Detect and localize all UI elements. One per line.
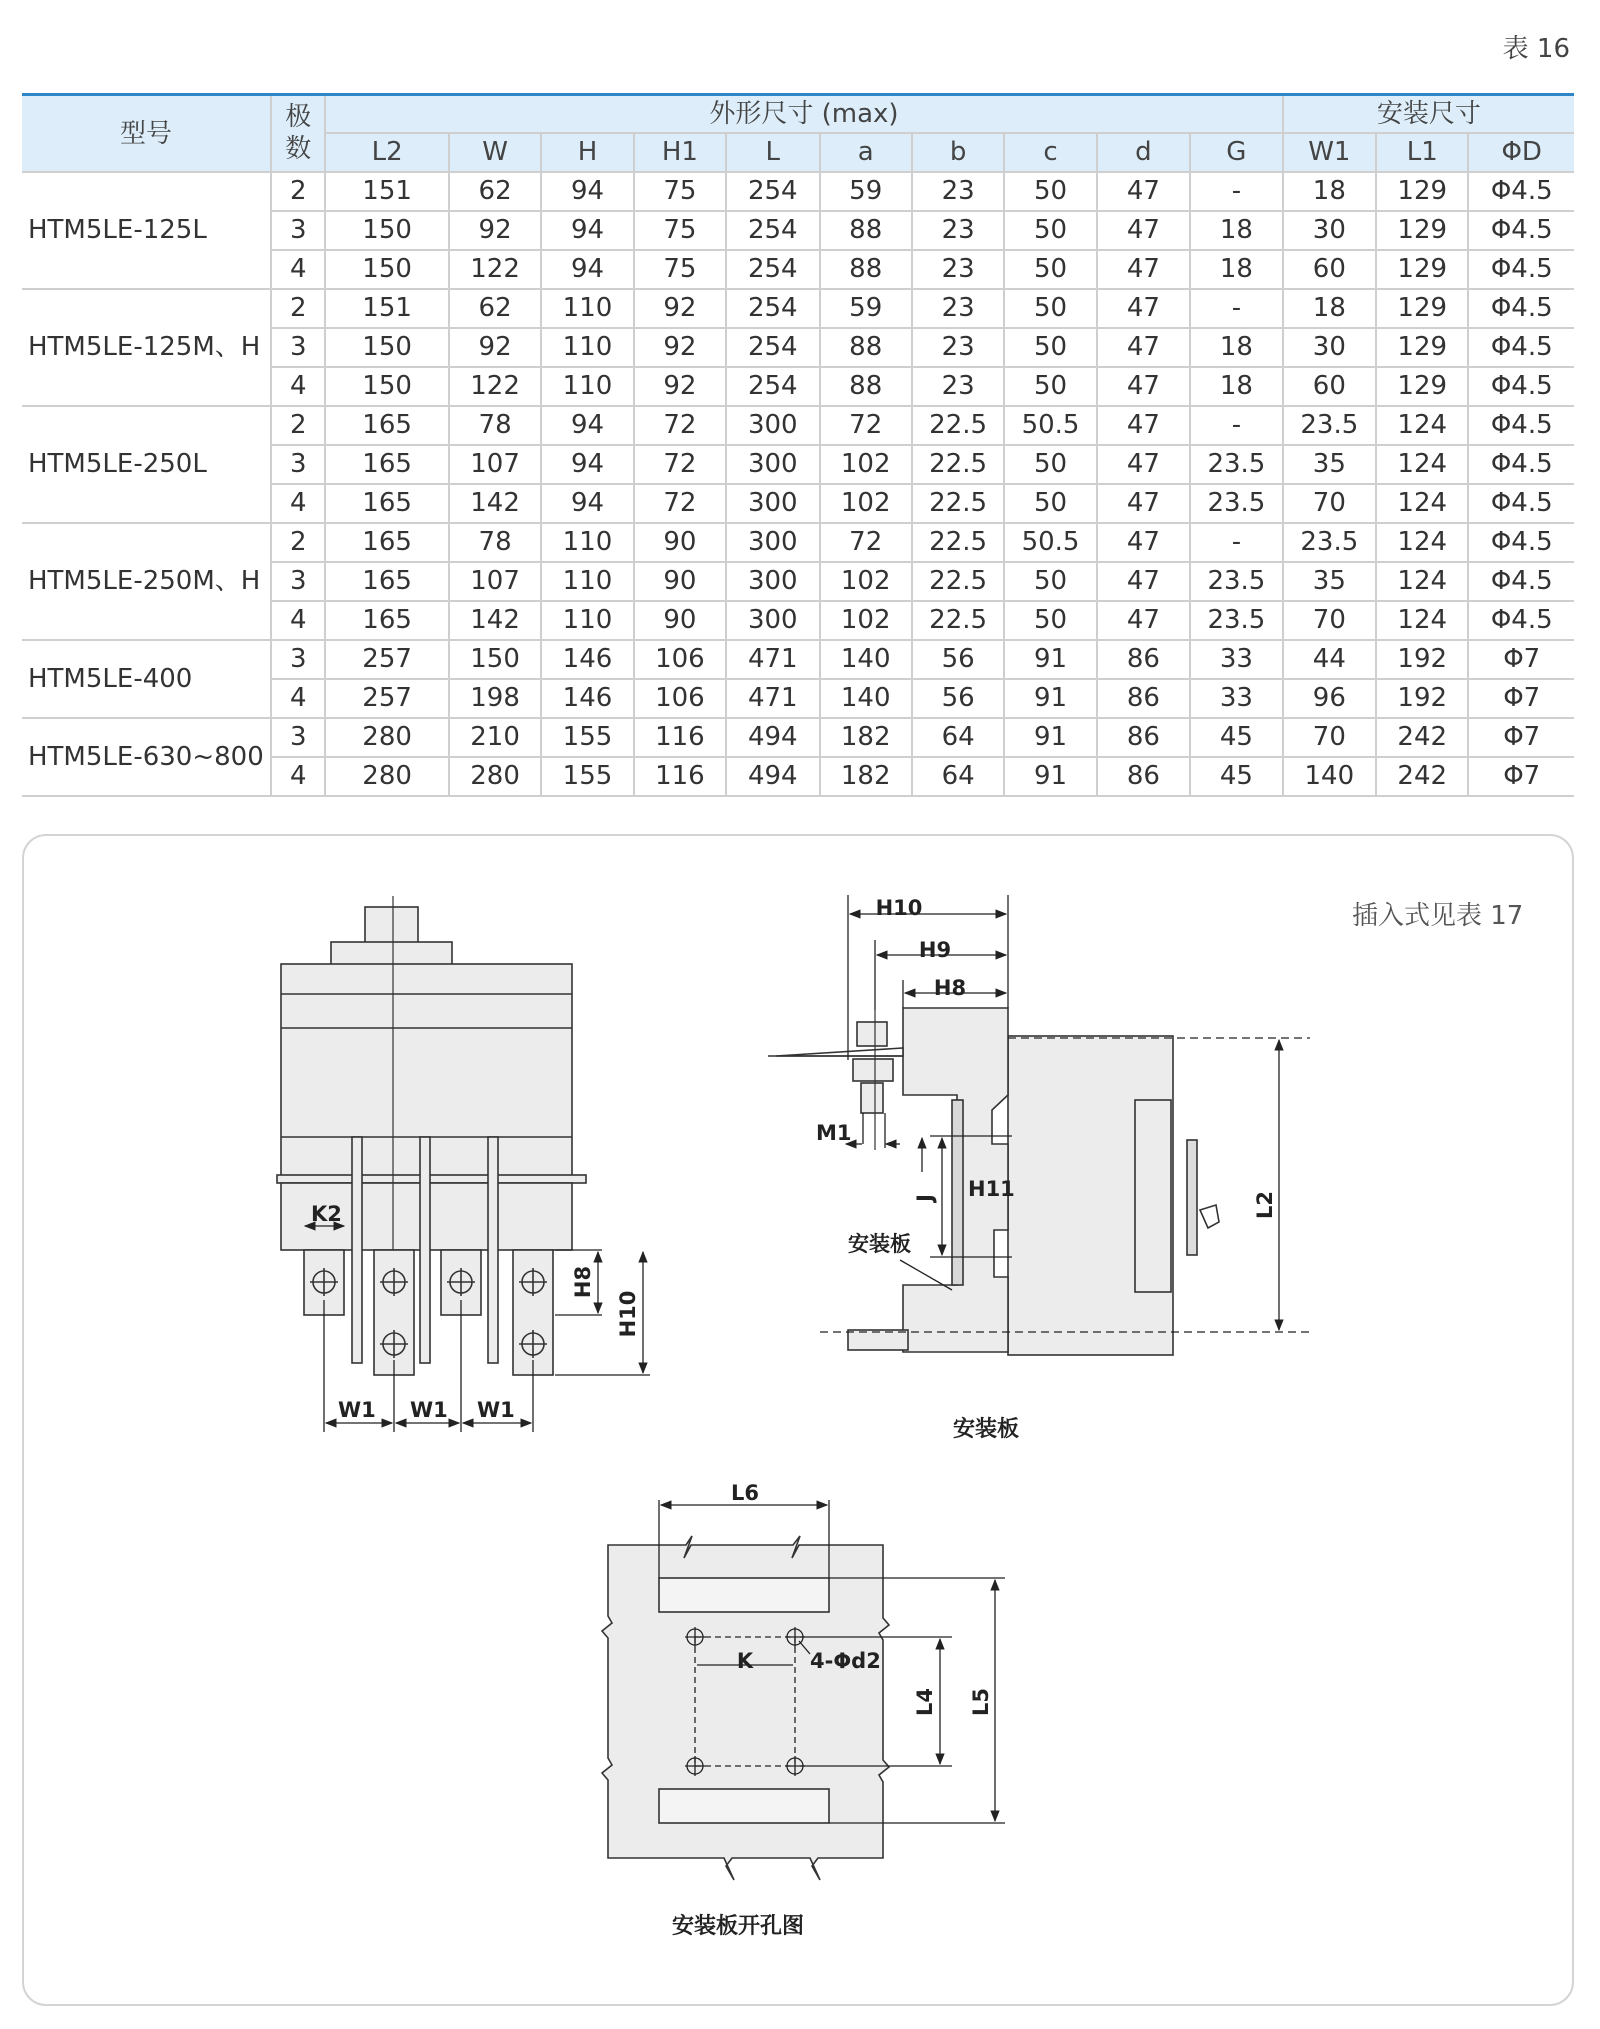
value-cell: 91 bbox=[1004, 679, 1096, 718]
value-cell: 92 bbox=[634, 328, 726, 367]
value-cell: Φ4.5 bbox=[1468, 211, 1574, 250]
value-cell: 47 bbox=[1097, 328, 1190, 367]
value-cell: 45 bbox=[1190, 757, 1283, 796]
value-cell: 165 bbox=[325, 562, 449, 601]
value-cell: 129 bbox=[1376, 211, 1468, 250]
value-cell: 23.5 bbox=[1190, 445, 1283, 484]
value-cell: 280 bbox=[325, 757, 449, 796]
value-cell: 47 bbox=[1097, 250, 1190, 289]
value-cell: 124 bbox=[1376, 445, 1468, 484]
value-cell: Φ7 bbox=[1468, 718, 1574, 757]
value-cell: - bbox=[1190, 523, 1283, 562]
poles-cell: 3 bbox=[271, 562, 325, 601]
install-group-header: 安装尺寸 bbox=[1283, 95, 1574, 134]
value-cell: 129 bbox=[1376, 289, 1468, 328]
front-h10-label: H10 bbox=[616, 1290, 640, 1338]
value-cell: 75 bbox=[634, 172, 726, 211]
value-cell: 47 bbox=[1097, 484, 1190, 523]
value-cell: 64 bbox=[912, 718, 1004, 757]
value-cell: 300 bbox=[726, 484, 819, 523]
outline-group-header: 外形尺寸 (max) bbox=[325, 95, 1282, 134]
value-cell: 146 bbox=[541, 679, 633, 718]
value-cell: 107 bbox=[449, 562, 541, 601]
poles-cell: 3 bbox=[271, 640, 325, 679]
model-cell: HTM5LE-400 bbox=[22, 640, 271, 718]
side-view-caption: 安装板 bbox=[952, 1417, 1020, 1442]
cutout-view bbox=[602, 1536, 889, 1880]
l2-label: L2 bbox=[1253, 1191, 1277, 1219]
value-cell: 92 bbox=[634, 289, 726, 328]
value-cell: 45 bbox=[1190, 718, 1283, 757]
value-cell: 50.5 bbox=[1004, 406, 1096, 445]
value-cell: 23 bbox=[912, 172, 1004, 211]
col-header: G bbox=[1190, 133, 1283, 172]
poles-cell: 3 bbox=[271, 718, 325, 757]
value-cell: Φ4.5 bbox=[1468, 250, 1574, 289]
value-cell: 300 bbox=[726, 523, 819, 562]
w1-label-1: W1 bbox=[338, 1398, 376, 1422]
w1-label-3: W1 bbox=[477, 1398, 515, 1422]
value-cell: 300 bbox=[726, 406, 819, 445]
table-caption: 表 16 bbox=[1502, 34, 1570, 64]
model-cell: HTM5LE-630~800 bbox=[22, 718, 271, 796]
side-h10-label: H10 bbox=[875, 896, 923, 920]
value-cell: 88 bbox=[820, 211, 912, 250]
value-cell: 192 bbox=[1376, 640, 1468, 679]
h11-label: H11 bbox=[968, 1177, 1015, 1201]
value-cell: 88 bbox=[820, 367, 912, 406]
value-cell: 150 bbox=[325, 328, 449, 367]
value-cell: 254 bbox=[726, 250, 819, 289]
value-cell: 140 bbox=[820, 679, 912, 718]
poles-cell: 2 bbox=[271, 523, 325, 562]
value-cell: 254 bbox=[726, 289, 819, 328]
value-cell: 62 bbox=[449, 172, 541, 211]
value-cell: 23.5 bbox=[1190, 601, 1283, 640]
value-cell: Φ4.5 bbox=[1468, 562, 1574, 601]
w1-label-2: W1 bbox=[410, 1398, 448, 1422]
poles-header: 极数 bbox=[271, 95, 325, 173]
value-cell: 86 bbox=[1097, 679, 1190, 718]
value-cell: 23 bbox=[912, 328, 1004, 367]
value-cell: 22.5 bbox=[912, 601, 1004, 640]
poles-cell: 4 bbox=[271, 250, 325, 289]
plate-label: 安装板 bbox=[848, 1232, 911, 1256]
value-cell: 300 bbox=[726, 601, 819, 640]
value-cell: 242 bbox=[1376, 757, 1468, 796]
col-header: a bbox=[820, 133, 912, 172]
value-cell: 151 bbox=[325, 289, 449, 328]
col-header: H1 bbox=[634, 133, 726, 172]
value-cell: 151 bbox=[325, 172, 449, 211]
value-cell: 47 bbox=[1097, 601, 1190, 640]
value-cell: 30 bbox=[1283, 328, 1376, 367]
value-cell: 94 bbox=[541, 172, 633, 211]
poles-cell: 3 bbox=[271, 445, 325, 484]
value-cell: 92 bbox=[449, 328, 541, 367]
value-cell: 257 bbox=[325, 679, 449, 718]
value-cell: Φ4.5 bbox=[1468, 406, 1574, 445]
l6-label: L6 bbox=[731, 1481, 759, 1505]
value-cell: 90 bbox=[634, 523, 726, 562]
k-label: K bbox=[736, 1649, 754, 1673]
value-cell: 30 bbox=[1283, 211, 1376, 250]
value-cell: 150 bbox=[325, 250, 449, 289]
value-cell: 165 bbox=[325, 445, 449, 484]
value-cell: 110 bbox=[541, 523, 633, 562]
value-cell: 254 bbox=[726, 328, 819, 367]
l5-label: L5 bbox=[969, 1688, 993, 1716]
poles-cell: 3 bbox=[271, 211, 325, 250]
value-cell: 22.5 bbox=[912, 445, 1004, 484]
value-cell: 23 bbox=[912, 211, 1004, 250]
value-cell: Φ4.5 bbox=[1468, 445, 1574, 484]
value-cell: 18 bbox=[1190, 211, 1283, 250]
value-cell: 50 bbox=[1004, 484, 1096, 523]
value-cell: 22.5 bbox=[912, 562, 1004, 601]
plug-in-note: 插入式见表 17 bbox=[1352, 901, 1524, 931]
value-cell: 140 bbox=[1283, 757, 1376, 796]
value-cell: 23 bbox=[912, 367, 1004, 406]
value-cell: 33 bbox=[1190, 640, 1283, 679]
value-cell: 86 bbox=[1097, 718, 1190, 757]
value-cell: Φ4.5 bbox=[1468, 289, 1574, 328]
value-cell: 106 bbox=[634, 640, 726, 679]
value-cell: - bbox=[1190, 172, 1283, 211]
value-cell: 254 bbox=[726, 211, 819, 250]
model-cell: HTM5LE-250L bbox=[22, 406, 271, 523]
value-cell: 124 bbox=[1376, 523, 1468, 562]
value-cell: 254 bbox=[726, 172, 819, 211]
value-cell: 110 bbox=[541, 562, 633, 601]
value-cell: 257 bbox=[325, 640, 449, 679]
value-cell: 56 bbox=[912, 640, 1004, 679]
value-cell: 155 bbox=[541, 718, 633, 757]
value-cell: 50 bbox=[1004, 328, 1096, 367]
value-cell: 18 bbox=[1190, 328, 1283, 367]
value-cell: 50 bbox=[1004, 172, 1096, 211]
value-cell: 33 bbox=[1190, 679, 1283, 718]
value-cell: 116 bbox=[634, 718, 726, 757]
poles-cell: 3 bbox=[271, 328, 325, 367]
value-cell: 110 bbox=[541, 367, 633, 406]
value-cell: 102 bbox=[820, 445, 912, 484]
value-cell: 75 bbox=[634, 250, 726, 289]
value-cell: 129 bbox=[1376, 172, 1468, 211]
value-cell: 86 bbox=[1097, 757, 1190, 796]
value-cell: Φ7 bbox=[1468, 679, 1574, 718]
value-cell: 102 bbox=[820, 601, 912, 640]
value-cell: 124 bbox=[1376, 562, 1468, 601]
value-cell: 23.5 bbox=[1283, 523, 1376, 562]
hole-label: 4-Φd2 bbox=[810, 1649, 881, 1673]
value-cell: 124 bbox=[1376, 406, 1468, 445]
value-cell: 47 bbox=[1097, 172, 1190, 211]
value-cell: 60 bbox=[1283, 250, 1376, 289]
value-cell: 64 bbox=[912, 757, 1004, 796]
value-cell: 50 bbox=[1004, 289, 1096, 328]
value-cell: 102 bbox=[820, 484, 912, 523]
value-cell: Φ4.5 bbox=[1468, 172, 1574, 211]
value-cell: 47 bbox=[1097, 406, 1190, 445]
value-cell: 23 bbox=[912, 289, 1004, 328]
col-header: c bbox=[1004, 133, 1096, 172]
value-cell: 129 bbox=[1376, 367, 1468, 406]
value-cell: Φ7 bbox=[1468, 640, 1574, 679]
value-cell: 129 bbox=[1376, 250, 1468, 289]
value-cell: 110 bbox=[541, 289, 633, 328]
value-cell: 471 bbox=[726, 679, 819, 718]
value-cell: 155 bbox=[541, 757, 633, 796]
value-cell: 72 bbox=[634, 406, 726, 445]
value-cell: 94 bbox=[541, 484, 633, 523]
value-cell: 91 bbox=[1004, 640, 1096, 679]
value-cell: 50 bbox=[1004, 250, 1096, 289]
value-cell: 92 bbox=[634, 367, 726, 406]
value-cell: 22.5 bbox=[912, 484, 1004, 523]
value-cell: 23.5 bbox=[1190, 562, 1283, 601]
value-cell: 50 bbox=[1004, 211, 1096, 250]
value-cell: Φ4.5 bbox=[1468, 328, 1574, 367]
value-cell: - bbox=[1190, 406, 1283, 445]
value-cell: 47 bbox=[1097, 211, 1190, 250]
value-cell: 150 bbox=[325, 367, 449, 406]
value-cell: 142 bbox=[449, 601, 541, 640]
value-cell: 140 bbox=[820, 640, 912, 679]
value-cell: 91 bbox=[1004, 757, 1096, 796]
value-cell: Φ4.5 bbox=[1468, 601, 1574, 640]
value-cell: 70 bbox=[1283, 718, 1376, 757]
value-cell: 494 bbox=[726, 757, 819, 796]
value-cell: 254 bbox=[726, 367, 819, 406]
col-header: W1 bbox=[1283, 133, 1376, 172]
col-header: L1 bbox=[1376, 133, 1468, 172]
value-cell: 50.5 bbox=[1004, 523, 1096, 562]
value-cell: 300 bbox=[726, 445, 819, 484]
value-cell: 280 bbox=[449, 757, 541, 796]
value-cell: 47 bbox=[1097, 289, 1190, 328]
value-cell: 150 bbox=[325, 211, 449, 250]
value-cell: 18 bbox=[1283, 289, 1376, 328]
value-cell: 96 bbox=[1283, 679, 1376, 718]
value-cell: 94 bbox=[541, 250, 633, 289]
model-cell: HTM5LE-125L bbox=[22, 172, 271, 289]
value-cell: 59 bbox=[820, 172, 912, 211]
value-cell: 494 bbox=[726, 718, 819, 757]
value-cell: 23 bbox=[912, 250, 1004, 289]
value-cell: Φ7 bbox=[1468, 757, 1574, 796]
value-cell: 129 bbox=[1376, 328, 1468, 367]
value-cell: 23.5 bbox=[1283, 406, 1376, 445]
value-cell: 94 bbox=[541, 211, 633, 250]
poles-cell: 2 bbox=[271, 406, 325, 445]
value-cell: 165 bbox=[325, 406, 449, 445]
value-cell: 72 bbox=[820, 406, 912, 445]
value-cell: 90 bbox=[634, 562, 726, 601]
value-cell: 110 bbox=[541, 601, 633, 640]
poles-cell: 4 bbox=[271, 757, 325, 796]
value-cell: 124 bbox=[1376, 484, 1468, 523]
value-cell: 90 bbox=[634, 601, 726, 640]
value-cell: 50 bbox=[1004, 445, 1096, 484]
col-header: L2 bbox=[325, 133, 449, 172]
m1-label: M1 bbox=[816, 1121, 852, 1145]
value-cell: 22.5 bbox=[912, 523, 1004, 562]
value-cell: 23.5 bbox=[1190, 484, 1283, 523]
value-cell: 142 bbox=[449, 484, 541, 523]
value-cell: 50 bbox=[1004, 367, 1096, 406]
col-header: H bbox=[541, 133, 633, 172]
value-cell: 18 bbox=[1190, 367, 1283, 406]
value-cell: 72 bbox=[820, 523, 912, 562]
value-cell: 78 bbox=[449, 523, 541, 562]
l4-label: L4 bbox=[913, 1688, 937, 1716]
value-cell: 92 bbox=[449, 211, 541, 250]
j-label: J bbox=[913, 1194, 937, 1202]
value-cell: 70 bbox=[1283, 484, 1376, 523]
poles-cell: 4 bbox=[271, 679, 325, 718]
value-cell: 88 bbox=[820, 250, 912, 289]
value-cell: 182 bbox=[820, 718, 912, 757]
value-cell: 110 bbox=[541, 328, 633, 367]
poles-cell: 4 bbox=[271, 484, 325, 523]
value-cell: Φ4.5 bbox=[1468, 523, 1574, 562]
value-cell: 50 bbox=[1004, 562, 1096, 601]
value-cell: 94 bbox=[541, 445, 633, 484]
value-cell: 150 bbox=[449, 640, 541, 679]
value-cell: - bbox=[1190, 289, 1283, 328]
value-cell: 192 bbox=[1376, 679, 1468, 718]
value-cell: 22.5 bbox=[912, 406, 1004, 445]
value-cell: 70 bbox=[1283, 601, 1376, 640]
poles-cell: 4 bbox=[271, 601, 325, 640]
col-header: d bbox=[1097, 133, 1190, 172]
col-header: L bbox=[726, 133, 819, 172]
value-cell: 86 bbox=[1097, 640, 1190, 679]
col-header: W bbox=[449, 133, 541, 172]
side-h9-label: H9 bbox=[918, 938, 952, 962]
value-cell: 47 bbox=[1097, 562, 1190, 601]
value-cell: 18 bbox=[1283, 172, 1376, 211]
value-cell: 59 bbox=[820, 289, 912, 328]
value-cell: 122 bbox=[449, 250, 541, 289]
value-cell: 300 bbox=[726, 562, 819, 601]
value-cell: 60 bbox=[1283, 367, 1376, 406]
value-cell: 50 bbox=[1004, 601, 1096, 640]
value-cell: 124 bbox=[1376, 601, 1468, 640]
value-cell: 210 bbox=[449, 718, 541, 757]
value-cell: 62 bbox=[449, 289, 541, 328]
value-cell: 146 bbox=[541, 640, 633, 679]
value-cell: 88 bbox=[820, 328, 912, 367]
value-cell: Φ4.5 bbox=[1468, 367, 1574, 406]
poles-cell: 4 bbox=[271, 367, 325, 406]
value-cell: 78 bbox=[449, 406, 541, 445]
value-cell: 471 bbox=[726, 640, 819, 679]
value-cell: 75 bbox=[634, 211, 726, 250]
value-cell: 165 bbox=[325, 523, 449, 562]
k2-label: K2 bbox=[311, 1202, 342, 1226]
value-cell: 44 bbox=[1283, 640, 1376, 679]
value-cell: 47 bbox=[1097, 367, 1190, 406]
model-cell: HTM5LE-125M、H bbox=[22, 289, 271, 406]
value-cell: 107 bbox=[449, 445, 541, 484]
value-cell: 35 bbox=[1283, 562, 1376, 601]
value-cell: 91 bbox=[1004, 718, 1096, 757]
value-cell: 182 bbox=[820, 757, 912, 796]
front-h8-label: H8 bbox=[571, 1265, 595, 1299]
model-cell: HTM5LE-250M、H bbox=[22, 523, 271, 640]
poles-cell: 2 bbox=[271, 172, 325, 211]
model-header: 型号 bbox=[22, 95, 271, 173]
value-cell: 72 bbox=[634, 484, 726, 523]
value-cell: 47 bbox=[1097, 523, 1190, 562]
value-cell: Φ4.5 bbox=[1468, 484, 1574, 523]
value-cell: 198 bbox=[449, 679, 541, 718]
value-cell: 165 bbox=[325, 484, 449, 523]
value-cell: 242 bbox=[1376, 718, 1468, 757]
poles-cell: 2 bbox=[271, 289, 325, 328]
value-cell: 102 bbox=[820, 562, 912, 601]
col-header: b bbox=[912, 133, 1004, 172]
value-cell: 18 bbox=[1190, 250, 1283, 289]
value-cell: 165 bbox=[325, 601, 449, 640]
col-header: ΦD bbox=[1468, 133, 1574, 172]
value-cell: 94 bbox=[541, 406, 633, 445]
value-cell: 35 bbox=[1283, 445, 1376, 484]
value-cell: 106 bbox=[634, 679, 726, 718]
value-cell: 280 bbox=[325, 718, 449, 757]
value-cell: 47 bbox=[1097, 445, 1190, 484]
value-cell: 116 bbox=[634, 757, 726, 796]
value-cell: 72 bbox=[634, 445, 726, 484]
cutout-caption: 安装板开孔图 bbox=[671, 1914, 805, 1939]
value-cell: 122 bbox=[449, 367, 541, 406]
value-cell: 56 bbox=[912, 679, 1004, 718]
side-h8-label: H8 bbox=[933, 976, 967, 1000]
